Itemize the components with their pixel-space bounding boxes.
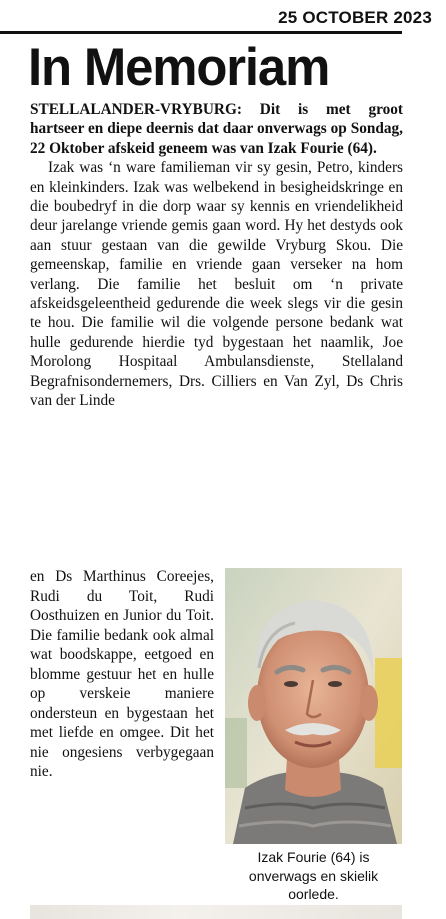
article-lead: STELLALANDER-VRYBURG: Dit is met groot hartseer en diepe deernis dat daar onverwags op Sondag, 22 Oktober afskeid geneem was van Izak Fourie (64). bbox=[30, 101, 403, 157]
article-paragraph-continued: en Ds Marthinus Coreejes, Rudi du Toit, Rudi Oosthuizen en Junior du Toit. Die familie bedank ook almal wat boodskappe, eetgoed en blomme gestuur het en hulle op verskeie maniere ondersteun en bygestaan het met liefde en omgee. Dit het nie ongesiens verbygegaan nie. bbox=[30, 568, 214, 780]
portrait-illustration bbox=[225, 568, 402, 844]
portrait-photo bbox=[225, 568, 402, 844]
article-body-upper bbox=[30, 100, 403, 411]
issue-date: 25 OCTOBER 2023 bbox=[278, 8, 432, 27]
photo-caption: Izak Fourie (64) is onverwags en skielik oorlede. bbox=[248, 849, 379, 902]
article-title: In Memoriam bbox=[28, 38, 330, 97]
article-body-lower bbox=[30, 567, 214, 782]
next-article-strip bbox=[30, 905, 402, 919]
article-paragraph: Izak was ‘n ware familieman vir sy gesin, Petro, kinders en kleinkinders. Izak was welbekend in besigheidskringe en die boubedryf in die dorp waar sy kennis en vriendelikheid deur jarelange vriende gemis gaan word. Hy het destyds ook aan stuur gestaan van die gewilde Vryburg Skou. Die gemeenskap, familie en vriende gaan verseker na hom verlang. Die familie het besluit om ‘n private afskeidsgeleentheid gedurende die week slegs vir die gesin te hou. Die familie wil die volgende persone bedank wat hulle gedurende hierdie tyd bygestaan het naamlik, Joe Morolong Hospitaal Ambulansdienste, Stellaland Begrafnisondernemers, Drs. Cilliers en Van Zyl, Ds Chris van der Linde bbox=[30, 159, 403, 410]
header-rule bbox=[0, 31, 402, 34]
